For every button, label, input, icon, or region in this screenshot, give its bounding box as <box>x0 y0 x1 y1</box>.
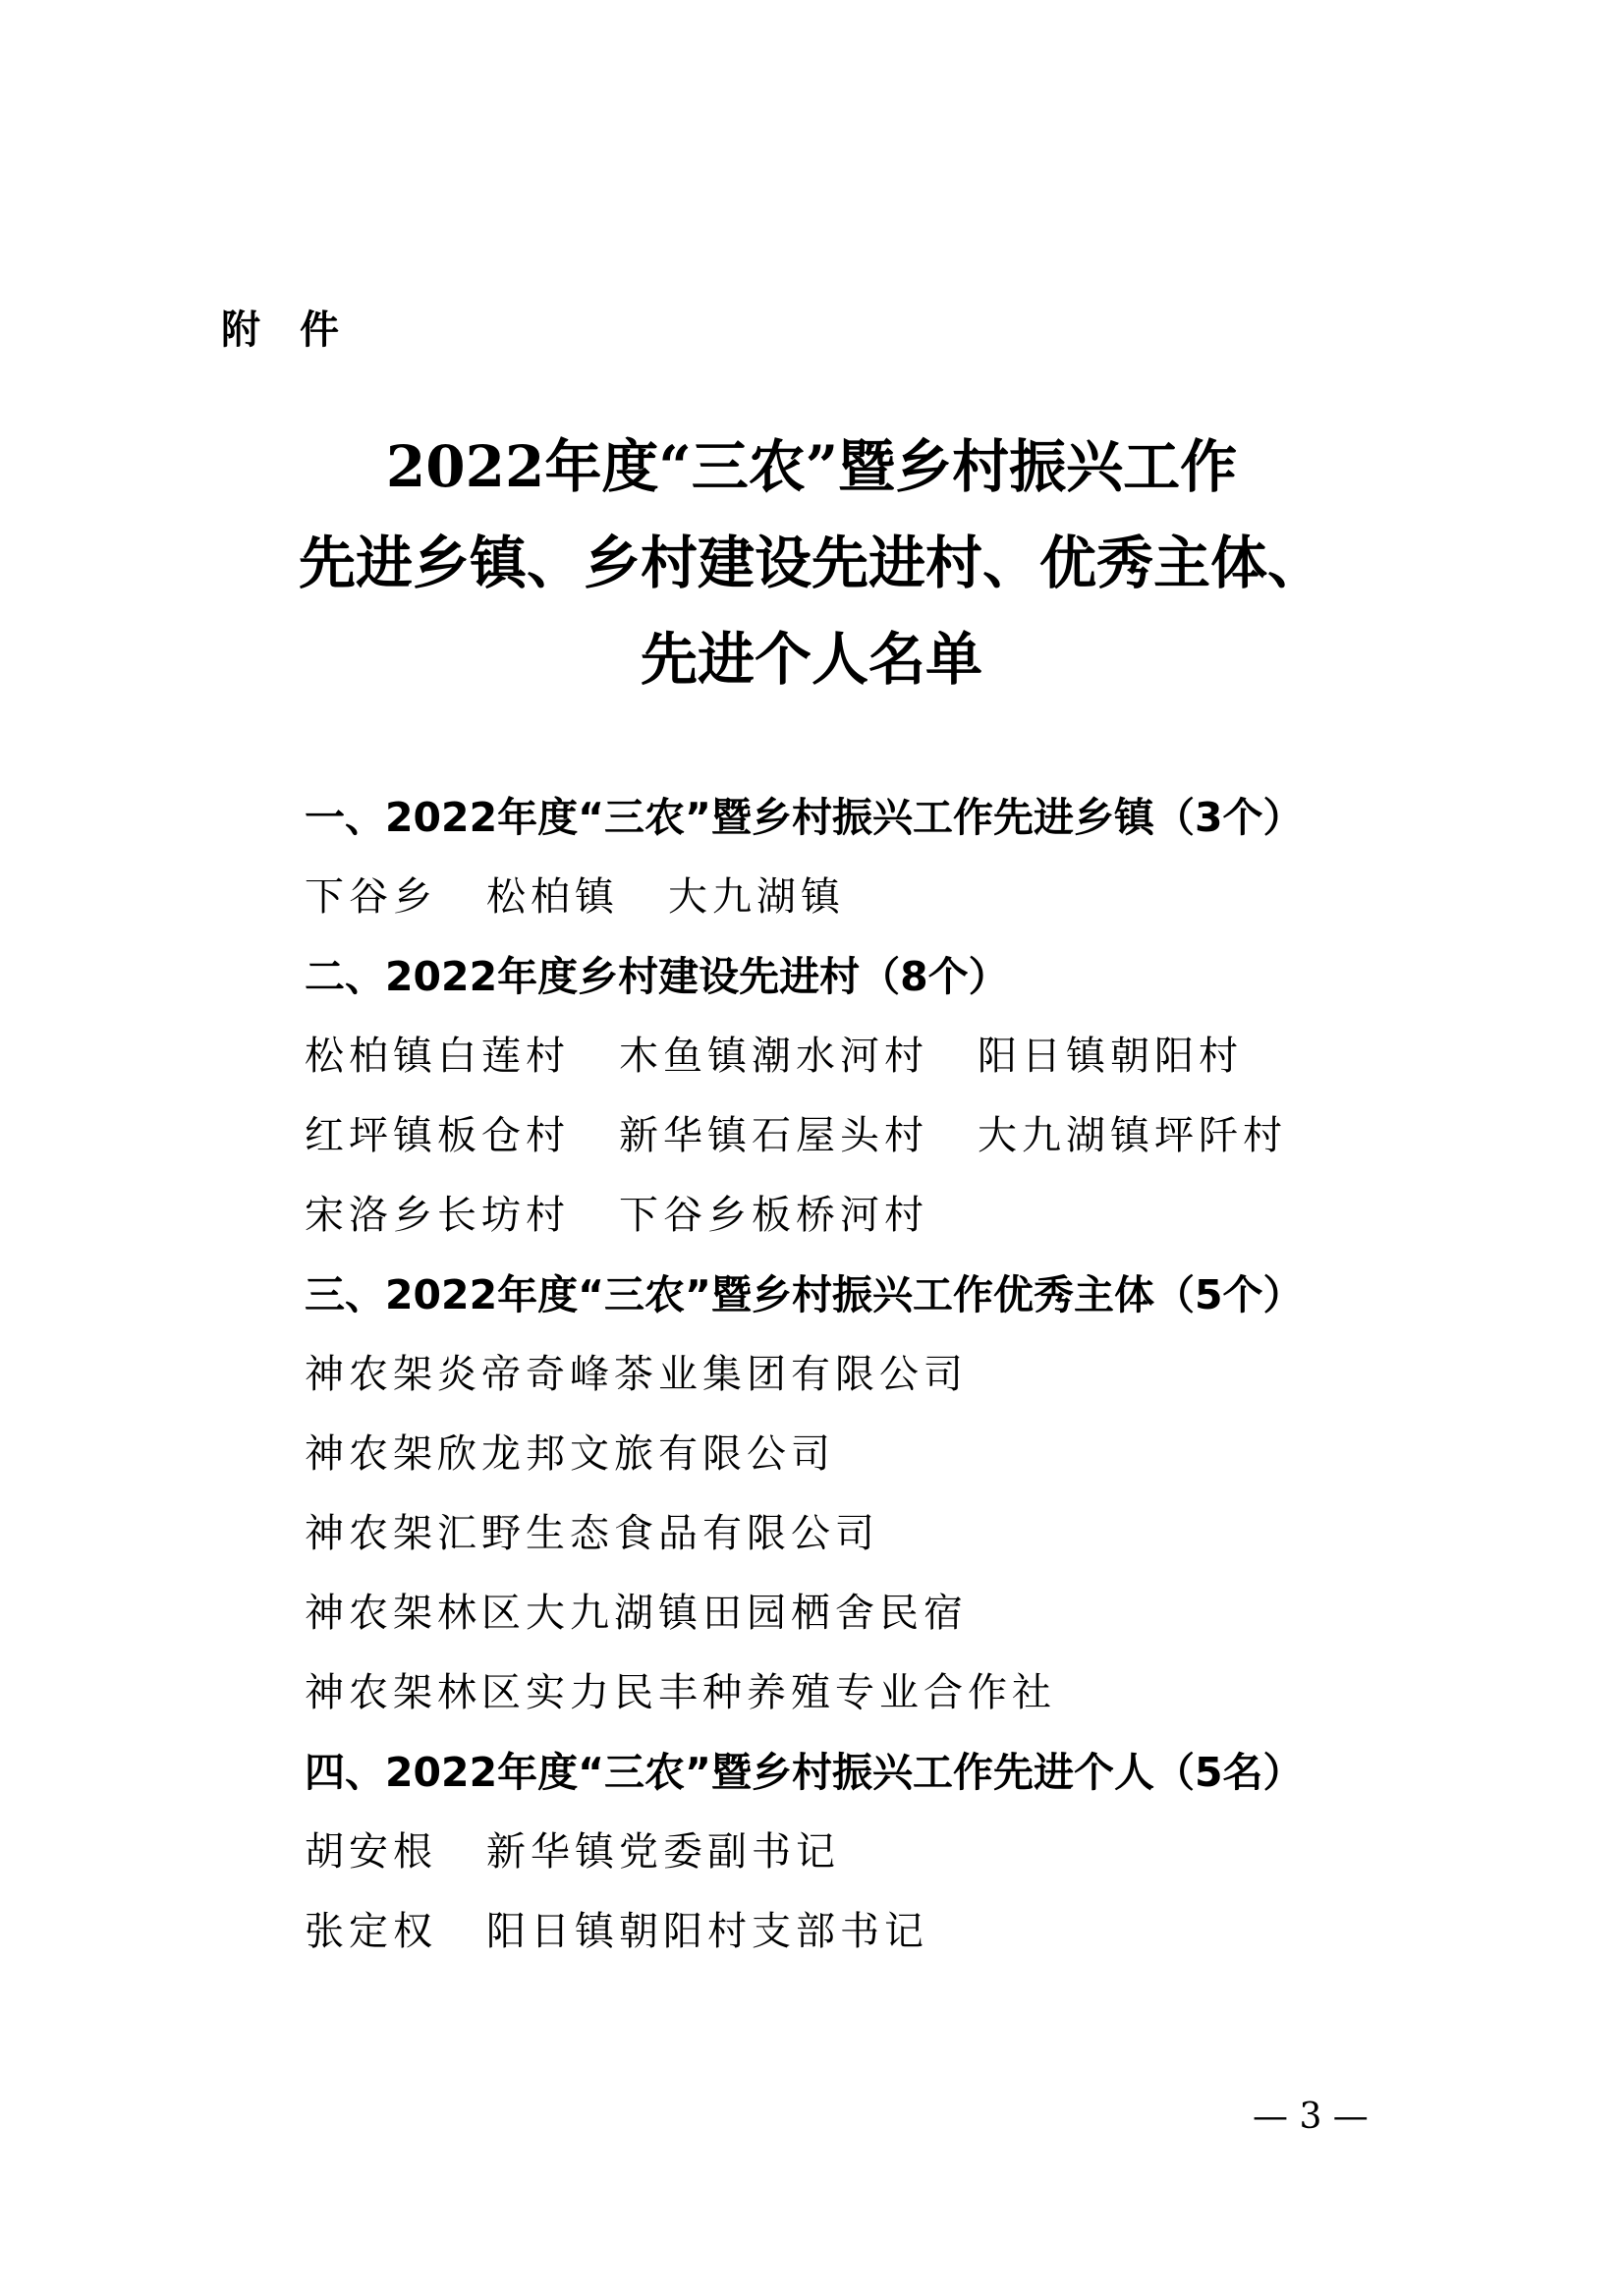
section-1-items <box>305 858 1385 937</box>
list-item: 下谷乡 <box>305 874 437 920</box>
section-2-row-1 <box>305 1017 1385 1096</box>
list-item: 松柏镇 <box>486 874 619 920</box>
person-title: 阳日镇朝阳村支部书记 <box>486 1909 928 1954</box>
title-line-1: 2022年度“三农”暨乡村振兴工作 <box>385 433 1238 500</box>
section-4-heading: 四、2022年度“三农”暨乡村振兴工作先进个人（5名） <box>305 1749 1304 1796</box>
list-item: 新华镇石屋头村 <box>619 1113 928 1158</box>
document-body <box>305 778 1385 1972</box>
section-1-heading: 一、2022年度“三农”暨乡村振兴工作先进乡镇（3个） <box>305 794 1304 841</box>
list-item: 神农架欣龙邦文旅有限公司 <box>305 1431 835 1477</box>
list-item: 神农架林区大九湖镇田园栖舍民宿 <box>305 1591 968 1636</box>
list-item: 神农架汇野生态食品有限公司 <box>305 1511 879 1556</box>
section-2-row-3 <box>305 1176 1385 1256</box>
section-2-heading: 二、2022年度乡村建设先进村（8个） <box>305 953 1009 1000</box>
list-item: 木鱼镇潮水河村 <box>619 1034 928 1079</box>
section-2-row-2 <box>305 1096 1385 1176</box>
list-item: 阳日镇朝阳村 <box>978 1034 1243 1079</box>
person-row <box>305 1813 1385 1892</box>
list-item: 神农架炎帝奇峰茶业集团有限公司 <box>305 1352 968 1397</box>
person-name: 张定权 <box>305 1909 437 1954</box>
title-line-3: 先进个人名单 <box>640 626 982 693</box>
list-item: 下谷乡板桥河村 <box>619 1193 928 1238</box>
attachment-label: 附件 <box>221 308 378 353</box>
page-number: — 3 — <box>1253 2097 1369 2137</box>
person-title: 新华镇党委副书记 <box>486 1829 840 1875</box>
title-line-2: 先进乡镇、乡村建设先进村、优秀主体、 <box>298 530 1324 596</box>
section-3-heading: 三、2022年度“三农”暨乡村振兴工作优秀主体（5个） <box>305 1271 1304 1318</box>
list-item: 宋洛乡长坊村 <box>305 1193 570 1238</box>
list-item: 神农架林区实力民丰种养殖专业合作社 <box>305 1670 1056 1715</box>
list-item: 松柏镇白莲村 <box>305 1034 570 1079</box>
document-title <box>0 419 1623 707</box>
person-row <box>305 1892 1385 1972</box>
list-item: 红坪镇板仓村 <box>305 1113 570 1158</box>
list-item: 大九湖镇坪阡村 <box>978 1113 1287 1158</box>
person-name: 胡安根 <box>305 1829 437 1875</box>
list-item: 大九湖镇 <box>668 874 845 920</box>
